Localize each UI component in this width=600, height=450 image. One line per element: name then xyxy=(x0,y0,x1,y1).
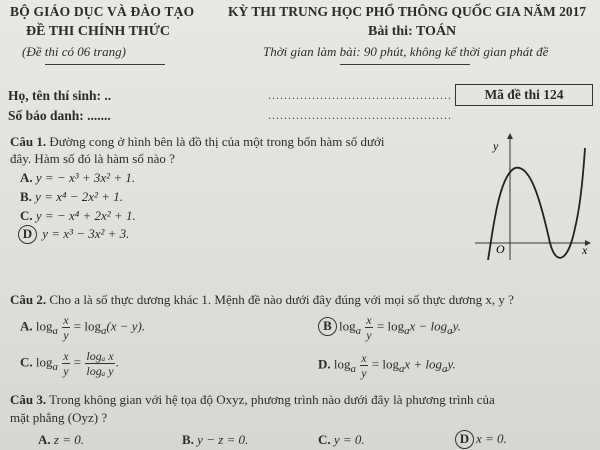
q2-option-c[interactable]: C. $\log_a$ $\frac{x}{y}$ = $\frac{\text{logₐ x}}{\text{logₐ y}}$ . xyxy=(20,349,119,378)
pages-note: (Đề thi có 06 trang) xyxy=(22,44,126,59)
q1-option-d[interactable]: D y = x³ − 3x² + 3. xyxy=(18,225,129,244)
origin-label: O xyxy=(496,242,505,256)
q2-text: Cho a là số thực dương khác 1. Mệnh đề nào dưới đây đúng với mọi số thực dương x, y ? xyxy=(49,292,514,307)
q2-option-b-circle: B xyxy=(318,317,337,336)
q1-option-c[interactable]: C. y = − x⁴ + 2x² + 1. xyxy=(20,208,136,223)
q1-line1 xyxy=(10,134,385,150)
q1-option-b[interactable]: B. y = x⁴ − 2x² + 1. xyxy=(20,189,123,204)
ministry-title: BỘ GIÁO DỤC VÀ ĐÀO TẠO xyxy=(10,4,195,19)
q3-option-a[interactable]: A. z = 0. xyxy=(38,432,84,447)
q3-option-d[interactable]: D x = 0. xyxy=(455,430,507,449)
subject-label: Bài thi: TOÁN xyxy=(368,24,457,39)
candidate-id-dots[interactable]: .............................................. xyxy=(268,108,452,122)
exam-code-box: Mã đề thi 124 xyxy=(455,84,593,106)
q2-label: Câu 2. xyxy=(10,292,47,307)
official-label: ĐỀ THI CHÍNH THỨC xyxy=(26,24,171,39)
q3-option-c[interactable]: C. y = 0. xyxy=(318,432,365,447)
header-rule-left xyxy=(45,64,165,65)
q3-label: Câu 3. xyxy=(10,392,47,407)
q3-line1 xyxy=(10,392,495,408)
time-note: Thời gian làm bài: 90 phút, không kể thời gian phát đề xyxy=(263,44,549,59)
q2-option-a[interactable]: A. $\log_a$ $\frac{x}{y}$ = $\log_a(x - y)$. xyxy=(20,313,146,342)
q3-option-b[interactable]: B. y − z = 0. xyxy=(182,432,249,447)
q3-text1: Trong không gian với hệ tọa độ Oxyz, phương trình nào dưới đây là phương trình của xyxy=(49,392,495,407)
candidate-id-label: Số báo danh: ....... xyxy=(8,108,111,123)
exam-title: KỲ THI TRUNG HỌC PHỔ THÔNG QUỐC GIA NĂM 2017 xyxy=(228,4,587,19)
q3-option-d-circle: D xyxy=(455,430,474,449)
q1-option-d-circle: D xyxy=(18,225,37,244)
q3-text2: mặt phẳng (Oyz) ? xyxy=(10,410,108,425)
candidate-name-dots[interactable]: .............................................. xyxy=(268,88,452,102)
x-axis-label: x xyxy=(582,243,588,257)
q1-graph xyxy=(470,128,595,263)
y-axis-label: y xyxy=(493,139,499,153)
candidate-name-label: Họ, tên thí sinh: .. xyxy=(8,88,112,103)
q2-option-b[interactable]: B $\log_a$ $\frac{x}{y}$ = $\log_ax - \log_ay$. xyxy=(318,314,461,341)
q1-text1: Đường cong ở hình bên là đồ thị của một trong bốn hàm số dưới xyxy=(49,134,385,149)
q2-line xyxy=(10,292,514,308)
q1-text2: đây. Hàm số đó là hàm số nào ? xyxy=(10,151,175,166)
q2-option-d[interactable]: D. $\log_a$ $\frac{x}{y}$ = $\log_ax + \log_ay$. xyxy=(318,351,456,380)
header-rule-right xyxy=(340,64,470,65)
q1-option-a[interactable]: A. y = − x³ + 3x² + 1. xyxy=(20,170,136,185)
q1-label: Câu 1. xyxy=(10,134,47,149)
